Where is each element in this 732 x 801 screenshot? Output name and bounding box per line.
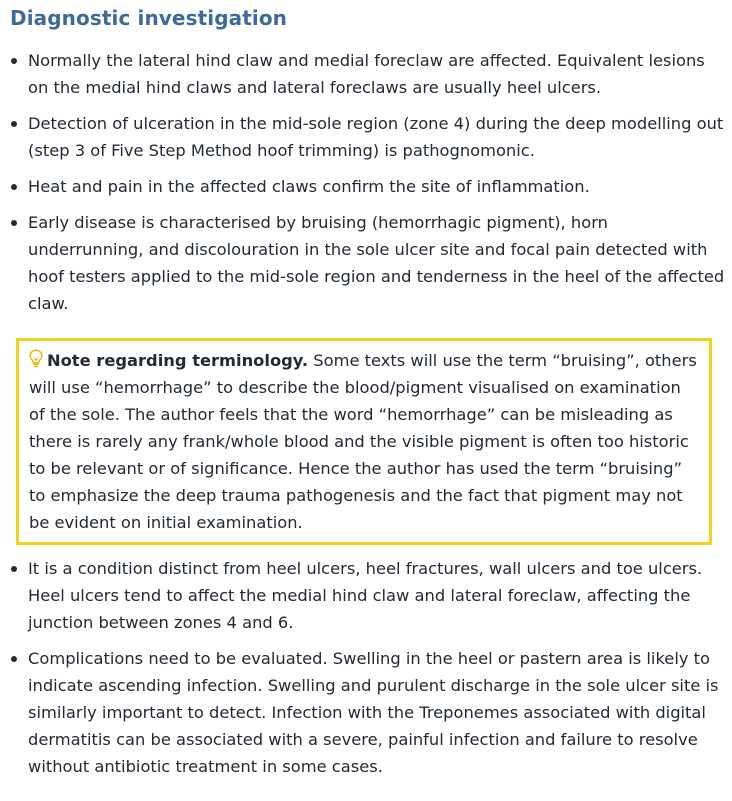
bullet-list-bottom (10, 555, 732, 780)
bullet-icon (11, 58, 17, 64)
list-item (10, 173, 728, 200)
bullet-icon (11, 184, 17, 190)
list-item (10, 645, 728, 780)
list-item (10, 555, 728, 636)
bullet-icon (11, 656, 17, 662)
bullet-icon (11, 121, 17, 127)
terminology-note-box (16, 338, 712, 545)
list-item-text: Early disease is characterised by bruising (hemorrhagic pigment), horn underrunning, and discolouration in the sole ulcer site and focal pain detected with hoof testers applied to the mid-sole region and tenderness in the heel of the affected claw. (28, 213, 725, 313)
list-item-text: Heat and pain in the affected claws confirm the site of inflammation. (28, 177, 590, 196)
list-item-text: Complications need to be evaluated. Swelling in the heel or pastern area is likely to indicate ascending infection. Swelling and purulent discharge in the sole ulcer site is similarly important to detect. Infection with the Treponemes associated with digital dermatitis can be associated with a severe, painful infection and failure to resolve without antibiotic treatment in some cases. (28, 649, 719, 776)
list-item (10, 209, 728, 317)
section-heading: Diagnostic investigation (10, 6, 288, 30)
bullet-icon (11, 220, 17, 226)
note-title: Note regarding terminology. (47, 351, 309, 370)
list-item-text: It is a condition distinct from heel ulcers, heel fractures, wall ulcers and toe ulcers. Heel ulcers tend to affect the medial hind claw and lateral foreclaw, affecting the junction between zones 4 and 6. (28, 559, 703, 632)
note-body: Some texts will use the term “bruising”, others will use “hemorrhage” to describe the blood/pigment visualised on examination of the sole. The author feels that the word “hemorrhage” can be misleading as there is rarely any frank/whole blood and the visible pigment is often too historic to be relevant or of significance. Hence the author has used the term “bruising” to emphasize the deep trauma pathogenesis and the fact that pigment may not be evident on initial examination. (29, 351, 697, 532)
bullet-icon (11, 566, 17, 572)
list-item (10, 47, 728, 101)
list-item-text: Detection of ulceration in the mid-sole region (zone 4) during the deep modelling out (step 3 of Five Step Method hoof trimming) is pathognomonic. (28, 114, 724, 160)
bullet-list-top (10, 47, 732, 317)
list-item-text: Normally the lateral hind claw and medial foreclaw are affected. Equivalent lesions on the medial hind claws and lateral foreclaws are usually heel ulcers. (28, 51, 705, 97)
lightbulb-icon (29, 349, 43, 369)
list-item (10, 110, 728, 164)
